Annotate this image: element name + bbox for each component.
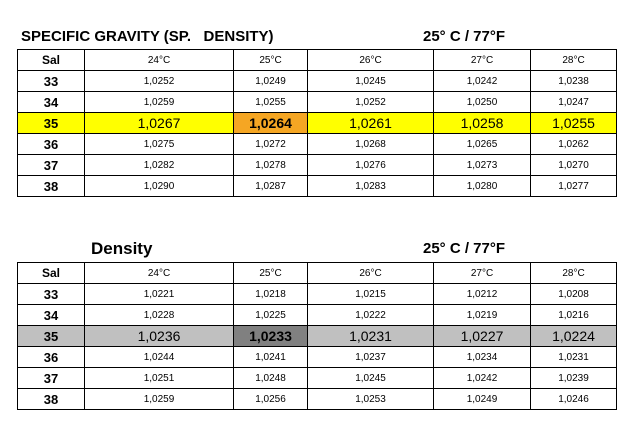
- value-cell: 1,0245: [308, 71, 434, 92]
- value-cell: 1,0252: [85, 71, 234, 92]
- value-cell: 1,0225: [234, 305, 308, 326]
- value-cell: 1,0216: [531, 305, 617, 326]
- value-cell: 1,0208: [531, 284, 617, 305]
- value-cell: 1,0264: [234, 113, 308, 134]
- value-cell: 1,0242: [434, 71, 531, 92]
- temperature-header: 24°C: [85, 263, 234, 284]
- table-row: [18, 113, 617, 134]
- salinity-cell: 37: [18, 368, 85, 389]
- table-row: [18, 368, 617, 389]
- salinity-cell: 34: [18, 305, 85, 326]
- table-row: [18, 155, 617, 176]
- temperature-header: 27°C: [434, 263, 531, 284]
- value-cell: 1,0234: [434, 347, 531, 368]
- temperature-header: 26°C: [308, 50, 434, 71]
- header-row: [18, 263, 617, 284]
- value-cell: 1,0290: [85, 176, 234, 197]
- value-cell: 1,0255: [234, 92, 308, 113]
- value-cell: 1,0236: [85, 326, 234, 347]
- density-table-title: Density: [91, 239, 153, 258]
- value-cell: 1,0218: [234, 284, 308, 305]
- value-cell: 1,0287: [234, 176, 308, 197]
- header-row: [18, 50, 617, 71]
- salinity-cell: 33: [18, 284, 85, 305]
- value-cell: 1,0224: [531, 326, 617, 347]
- value-cell: 1,0251: [85, 368, 234, 389]
- value-cell: 1,0255: [531, 113, 617, 134]
- value-cell: 1,0221: [85, 284, 234, 305]
- value-cell: 1,0215: [308, 284, 434, 305]
- value-cell: 1,0249: [434, 389, 531, 410]
- temperature-header: 28°C: [531, 50, 617, 71]
- value-cell: 1,0233: [234, 326, 308, 347]
- temperature-header: 28°C: [531, 263, 617, 284]
- value-cell: 1,0231: [531, 347, 617, 368]
- temperature-header: 27°C: [434, 50, 531, 71]
- value-cell: 1,0283: [308, 176, 434, 197]
- value-cell: 1,0241: [234, 347, 308, 368]
- temperature-header: 25°C: [234, 263, 308, 284]
- value-cell: 1,0259: [85, 92, 234, 113]
- value-cell: 1,0238: [531, 71, 617, 92]
- value-cell: 1,0244: [85, 347, 234, 368]
- value-cell: 1,0245: [308, 368, 434, 389]
- table-row: [18, 347, 617, 368]
- value-cell: 1,0237: [308, 347, 434, 368]
- value-cell: 1,0259: [85, 389, 234, 410]
- salinity-cell: 37: [18, 155, 85, 176]
- table-row: [18, 284, 617, 305]
- value-cell: 1,0268: [308, 134, 434, 155]
- salinity-cell: 38: [18, 389, 85, 410]
- specific-gravity-table: [17, 49, 617, 197]
- table-row: [18, 305, 617, 326]
- value-cell: 1,0258: [434, 113, 531, 134]
- value-cell: 1,0248: [234, 368, 308, 389]
- value-cell: 1,0228: [85, 305, 234, 326]
- value-cell: 1,0222: [308, 305, 434, 326]
- value-cell: 1,0246: [531, 389, 617, 410]
- value-cell: 1,0253: [308, 389, 434, 410]
- salinity-cell: 36: [18, 347, 85, 368]
- salinity-cell: 34: [18, 92, 85, 113]
- temperature-header: 24°C: [85, 50, 234, 71]
- value-cell: 1,0250: [434, 92, 531, 113]
- temperature-header: 25°C: [234, 50, 308, 71]
- table-row: [18, 176, 617, 197]
- value-cell: 1,0242: [434, 368, 531, 389]
- value-cell: 1,0227: [434, 326, 531, 347]
- value-cell: 1,0256: [234, 389, 308, 410]
- value-cell: 1,0262: [531, 134, 617, 155]
- table-row: [18, 92, 617, 113]
- salinity-cell: 38: [18, 176, 85, 197]
- value-cell: 1,0276: [308, 155, 434, 176]
- salinity-header: Sal: [18, 50, 85, 71]
- table-row: [18, 389, 617, 410]
- value-cell: 1,0239: [531, 368, 617, 389]
- value-cell: 1,0277: [531, 176, 617, 197]
- table-row: [18, 71, 617, 92]
- table-row: [18, 326, 617, 347]
- salinity-cell: 36: [18, 134, 85, 155]
- value-cell: 1,0252: [308, 92, 434, 113]
- value-cell: 1,0278: [234, 155, 308, 176]
- value-cell: 1,0231: [308, 326, 434, 347]
- value-cell: 1,0280: [434, 176, 531, 197]
- value-cell: 1,0249: [234, 71, 308, 92]
- salinity-cell: 35: [18, 113, 85, 134]
- value-cell: 1,0275: [85, 134, 234, 155]
- value-cell: 1,0212: [434, 284, 531, 305]
- value-cell: 1,0282: [85, 155, 234, 176]
- value-cell: 1,0270: [531, 155, 617, 176]
- sg-table-temp-label: 25° C / 77°F: [423, 28, 506, 45]
- value-cell: 1,0261: [308, 113, 434, 134]
- value-cell: 1,0265: [434, 134, 531, 155]
- salinity-cell: 33: [18, 71, 85, 92]
- temperature-header: 26°C: [308, 263, 434, 284]
- salinity-header: Sal: [18, 263, 85, 284]
- value-cell: 1,0267: [85, 113, 234, 134]
- value-cell: 1,0272: [234, 134, 308, 155]
- table-row: [18, 134, 617, 155]
- value-cell: 1,0219: [434, 305, 531, 326]
- sg-table-title: SPECIFIC GRAVITY (SP. DENSITY): [21, 28, 274, 45]
- value-cell: 1,0247: [531, 92, 617, 113]
- density-table-temp-label: 25° C / 77°F: [423, 240, 506, 257]
- density-table: [17, 262, 617, 410]
- value-cell: 1,0273: [434, 155, 531, 176]
- salinity-cell: 35: [18, 326, 85, 347]
